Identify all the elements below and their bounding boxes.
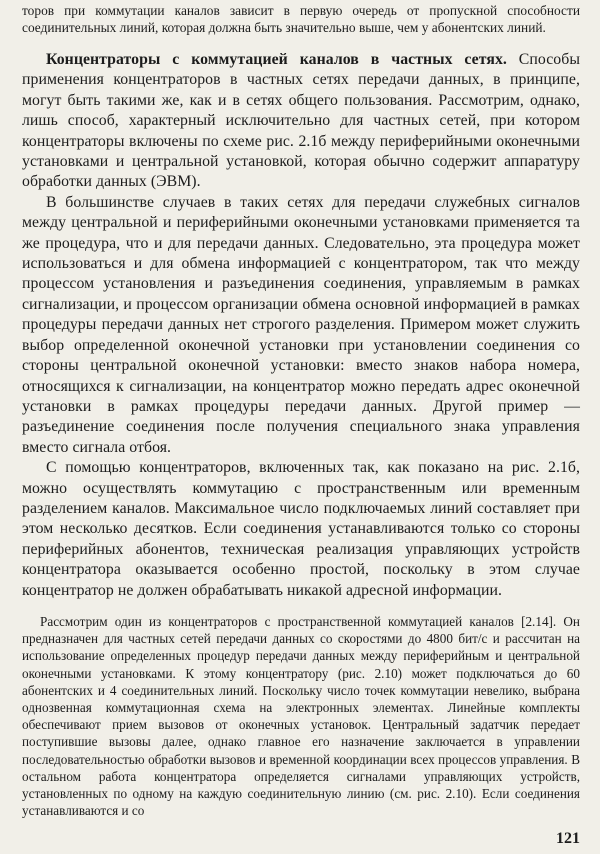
section-heading: Концентраторы с коммутацией каналов в частных сетях. [46, 51, 507, 68]
section-paragraph-1 [22, 50, 580, 193]
page-number: 121 [556, 830, 580, 847]
intro-paragraph: торов при коммутации каналов зависит в первую очередь от пропускной способности соединительных линий, которая должна быть значительно выше, чем у абонентских линий. [22, 3, 580, 35]
section-paragraph-2: В большинстве случаев в таких сетях для передачи служебных сигналов между центральной и периферийными оконечными установками применяется та же процедура, что и для передачи данных. Следовательно, эта процедура может использоваться и для обмена информацией с концентратором, так что между процессом установления и разъединения соединения, управляемым в рамках сигнализации, и процессом организации обмена основной информацией в рамках процедуры передачи данных нет строгого разделения. Примером может служить выбор определенной оконечной установки при установлении соединения со стороны центральной оконечной установки: вместо знаков набора номера, относящихся к сигнализации, на концентратор можно передать адрес оконечной установки в рамках процедуры передачи данных. Другой пример — разъединение соединения после получения специального знака управления вместо сигнала отбоя. [22, 193, 580, 456]
spacer [22, 601, 580, 613]
spacer [22, 36, 580, 50]
section-paragraph-3: С помощью концентраторов, включенных так, как показано на рис. 2.1б, можно осуществлять коммутацию с пространственным или временным разделением каналов. Максимальное число подключаемых линий составляет при этом несколько десятков. Если соединения устанавливаются только со стороны периферийных абонентов, техническая реализация управляющих устройств концентратора оказывается особенно простой, поскольку в этом случае концентратор не должен обрабатывать никакой адресной информации. [22, 459, 580, 599]
section-paragraph-1-text: Способы применения концентраторов в частных сетях передачи данных, в принципе, могут быть такими же, как и в сетях общего пользования. Рассмотрим, однако, лишь способ, характерный исключительно для частных сетей, при котором концентраторы включены по схеме рис. 2.1б между периферийными оконечными установками и центральной установкой, которая обычно содержит аппаратуру обработки данных (ЭВМ). [22, 51, 580, 191]
small-print-paragraph: Рассмотрим один из концентраторов с пространственной коммутацией каналов [2.14]. Он предназначен для частных сетей передачи данных со скоростями до 4800 бит/с и рассчитан на использование определенных процедур передачи данных между периферийным и центральной оконечными установками. К этому концентратору (рис. 2.10) может подключаться до 60 абонентских и 4 соединительных линий. Поскольку число точек коммутации невелико, выбрана однозвенная коммутационная схема на электронных элементах. Линейные комплекты обеспечивают прием вызовов от оконечных установок. Центральный задатчик передает поступившие вызовы далее, однако главное его назначение заключается в управлении последовательностью обработки вызовов и временной координации всех процессов управления. В остальном работа концентратора определяется сигналами управляющих устройств, установленных по одному на каждую соединительную линию (см. рис. 2.10). Если соединения устанавливаются и со [22, 613, 580, 819]
document-page [22, 2, 580, 852]
